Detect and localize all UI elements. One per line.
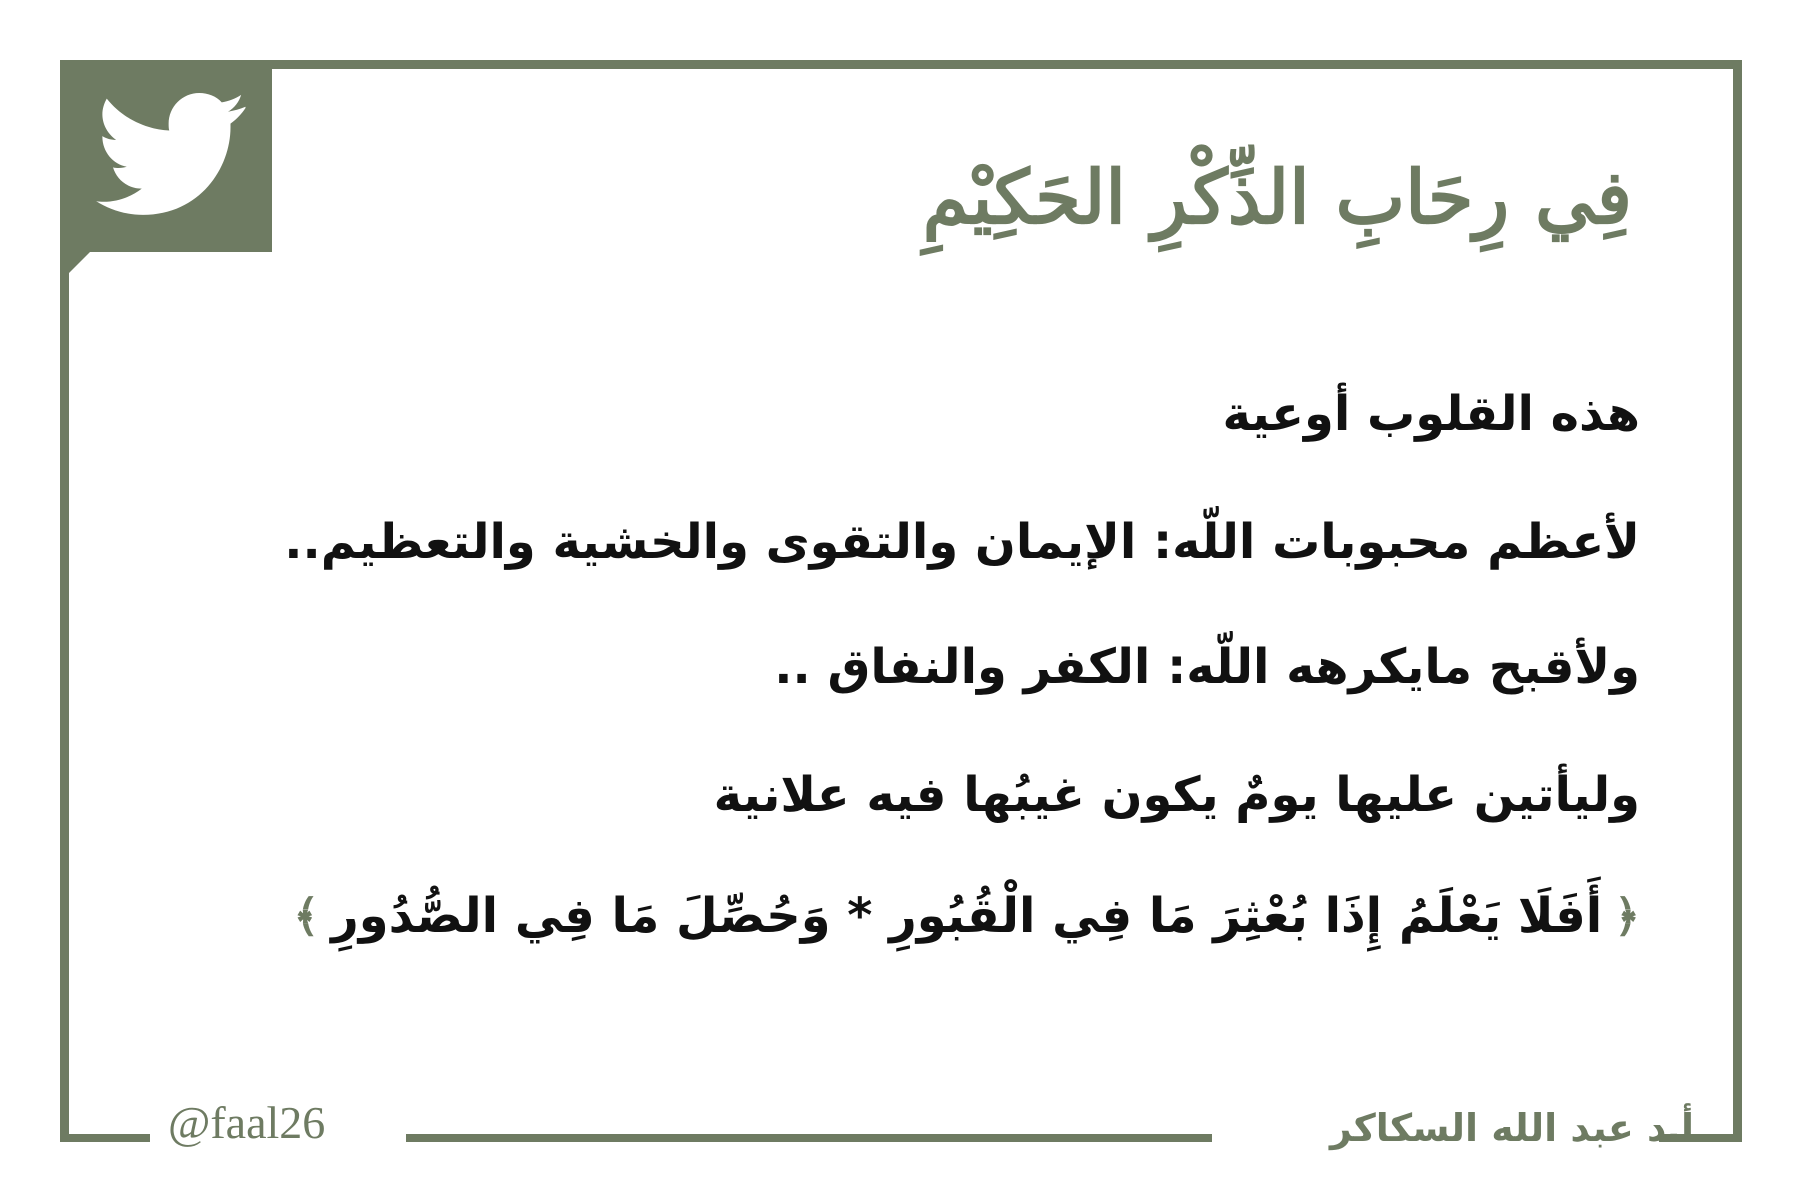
- verse-close-ornament: ﴾: [293, 891, 320, 942]
- twitter-bird-icon: [88, 78, 258, 228]
- content-line-3: ولأقبح مايكرهه اللّه: الكفر والنفاق ..: [774, 639, 1640, 695]
- content-line-1: هذه القلوب أوعية: [1222, 386, 1640, 442]
- twitter-handle: @faal26: [168, 1097, 326, 1148]
- footer-divider-middle: [406, 1134, 1212, 1142]
- footer-divider-left: [60, 1134, 150, 1142]
- logo-badge-tail: [60, 250, 92, 282]
- page-title: فِي رِحَابِ الذِّكْرِ الحَكِيْمِ: [922, 155, 1632, 241]
- quran-verse: [240, 887, 1640, 946]
- content-line-2: لأعظم محبوبات اللّه: الإيمان والتقوى والخشية والتعظيم..: [284, 514, 1640, 570]
- author-name: أ.د عبد الله السكاكر: [1330, 1106, 1694, 1150]
- verse-open-ornament: ﴿: [1614, 891, 1640, 942]
- quran-verse-text: أَفَلَا يَعْلَمُ إِذَا بُعْثِرَ مَا فِي الْقُبُورِ * وَحُصِّلَ مَا فِي الصُّدُورِ: [331, 888, 1603, 945]
- content-line-4: وليأتين عليها يومٌ يكون غيبُها فيه علانية: [713, 767, 1640, 823]
- quran-verse-group: [293, 888, 1640, 946]
